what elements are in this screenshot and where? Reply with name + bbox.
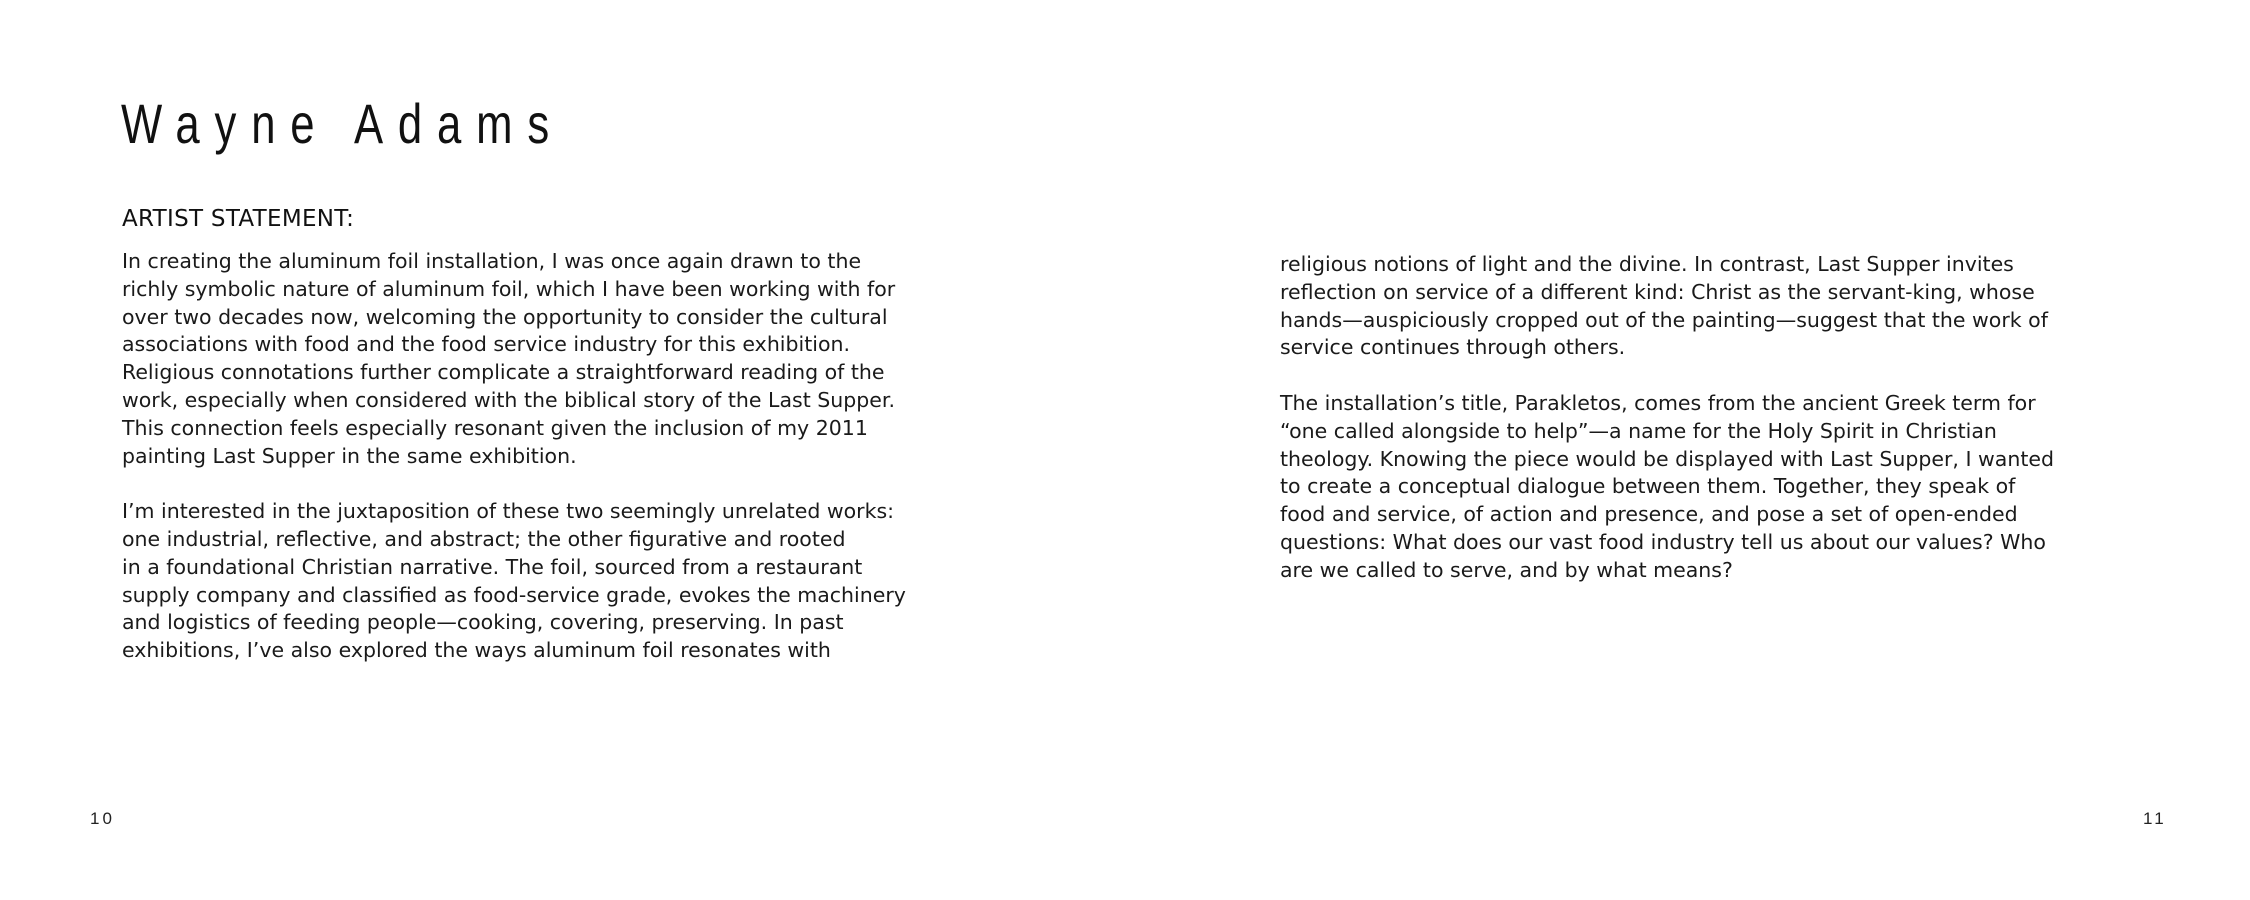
- text-line: The installation’s title, Parakletos, comes from the ancient Greek term for: [1280, 390, 2036, 415]
- text-line: hands—auspiciously cropped out of the painting—suggest that the work of: [1280, 307, 2048, 332]
- text-line: service continues through others.: [1280, 335, 1626, 360]
- text-line: religious notions of light and the divine. In contrast, Last Supper invites: [1280, 252, 2014, 276]
- text-line: In creating the aluminum foil installation, I was once again drawn to the: [122, 249, 862, 273]
- page-number: 10: [90, 809, 115, 828]
- text-line: food and service, of action and presence, and pose a set of open-ended: [1280, 502, 2018, 527]
- text-line: I’m interested in the juxtaposition of these two seemingly unrelated works:: [122, 499, 895, 524]
- text-line: over two decades now, welcoming the opportunity to consider the cultural: [122, 304, 888, 329]
- text-line: and logistics of feeding people—cooking, covering, preserving. In past: [122, 610, 844, 635]
- text-line: associations with food and the food service industry for this exhibition.: [122, 332, 851, 357]
- artist-name: Wayne Adams: [121, 92, 565, 155]
- text-line: to create a conceptual dialogue between them. Together, they speak of: [1280, 474, 2016, 499]
- left-statement-text: [122, 248, 982, 693]
- text-line: are we called to serve, and by what means?: [1280, 557, 1733, 582]
- text-line: one industrial, reflective, and abstract; the other figurative and rooted: [122, 526, 846, 551]
- statement-paragraph: [122, 498, 982, 665]
- statement-paragraph: [1280, 251, 2140, 362]
- text-line: Religious connotations further complicate a straightforward reading of the: [122, 360, 885, 385]
- statement-paragraph: [122, 248, 982, 470]
- section-heading: ARTIST STATEMENT:: [122, 206, 355, 232]
- right-page: [1125, 0, 2250, 900]
- text-line: painting Last Supper in the same exhibition.: [122, 443, 577, 468]
- text-line: theology. Knowing the piece would be displayed with Last Supper, I wanted: [1280, 446, 2054, 471]
- text-line: supply company and classified as food-service grade, evokes the machinery: [122, 582, 906, 607]
- right-statement-text: [1280, 251, 2140, 612]
- text-line: This connection feels especially resonant given the inclusion of my 2011: [122, 415, 868, 440]
- text-line: questions: What does our vast food industry tell us about our values? Who: [1280, 529, 2046, 554]
- text-line: “one called alongside to help”—a name for the Holy Spirit in Christian: [1280, 418, 1997, 443]
- page-number: 11: [2143, 809, 2167, 828]
- statement-paragraph: [1280, 390, 2140, 585]
- text-line: reflection on service of a different kind: Christ as the servant-king, whose: [1280, 279, 2035, 304]
- text-line: exhibitions, I’ve also explored the ways aluminum foil resonates with: [122, 638, 831, 663]
- text-line: richly symbolic nature of aluminum foil, which I have been working with for: [122, 276, 896, 301]
- text-line: work, especially when considered with the biblical story of the Last Supper.: [122, 387, 895, 412]
- text-line: in a foundational Christian narrative. The foil, sourced from a restaurant: [122, 554, 863, 579]
